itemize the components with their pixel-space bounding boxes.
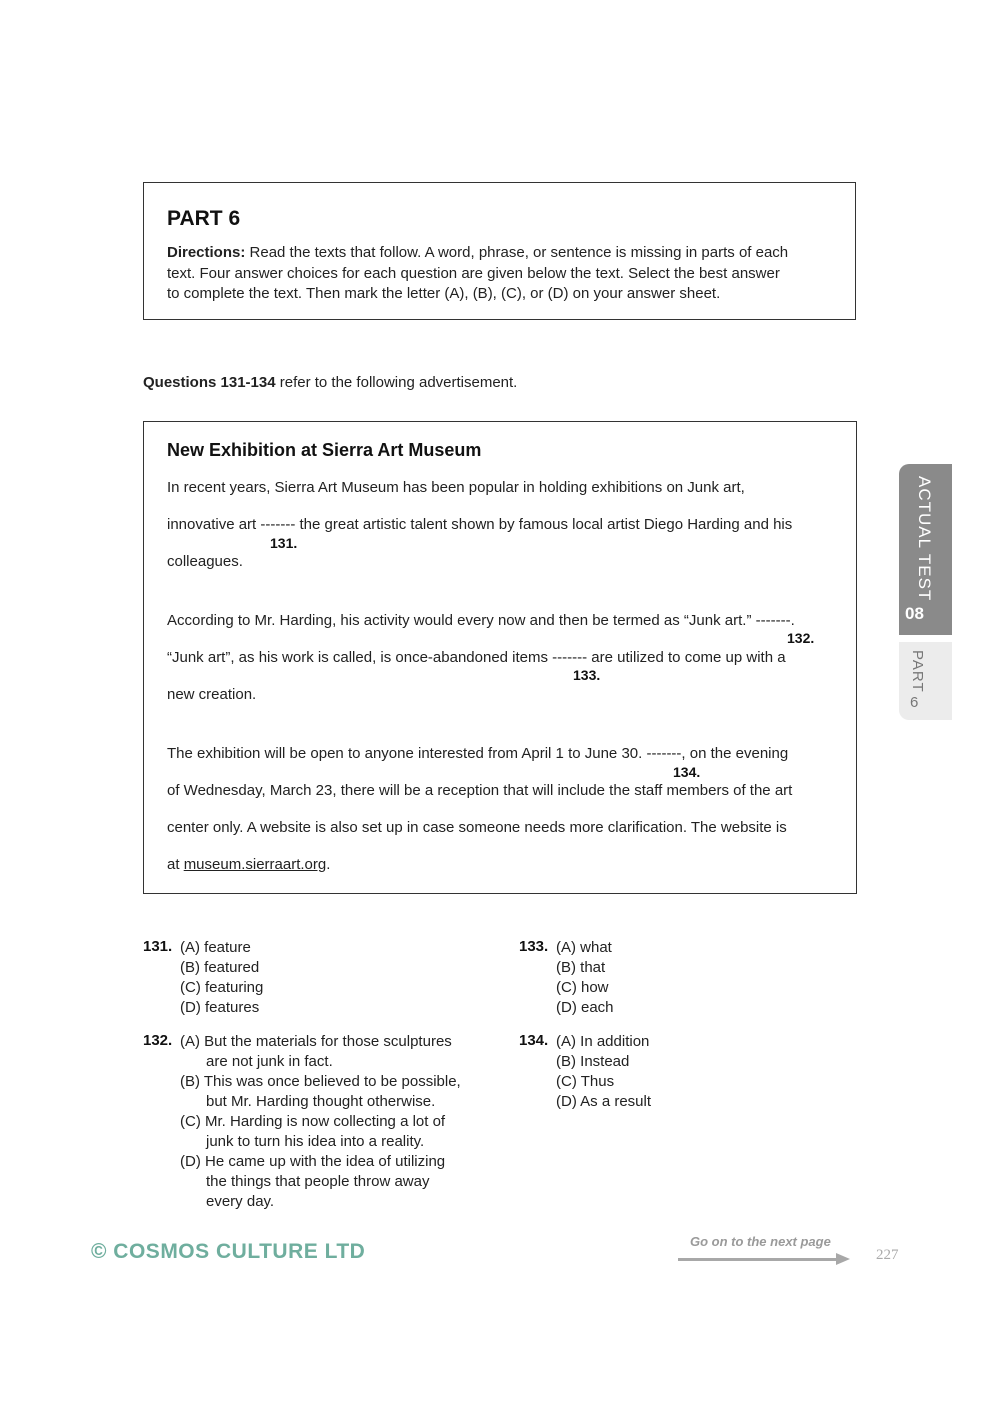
question-134-options — [556, 1032, 651, 1112]
answer-option-line: (B) This was once believed to be possible, — [180, 1073, 461, 1090]
blank-label-132: 132. — [787, 630, 815, 646]
answer-option-line: (C) Mr. Harding is now collecting a lot of — [180, 1113, 446, 1130]
next-page-text: Go on to the next page — [690, 1234, 831, 1249]
answer-option-line: every day. — [206, 1193, 275, 1210]
directions-line: text. Four answer choices for each question are given below the text. Select the best answer — [167, 264, 780, 282]
answer-option-line: but Mr. Harding thought otherwise. — [206, 1093, 436, 1110]
directions-line: to complete the text. Then mark the letter (A), (B), (C), or (D) on your answer sheet. — [167, 285, 721, 302]
question-number-132: 132. — [143, 1032, 173, 1049]
blank-label-131: 131. — [270, 535, 298, 551]
answer-option[interactable]: (C) featuring — [180, 979, 264, 996]
answer-option[interactable] — [180, 1032, 490, 1072]
question-132-options — [180, 1032, 490, 1212]
answer-option[interactable]: (D) features — [180, 999, 260, 1016]
passage-line: In recent years, Sierra Art Museum has been popular in holding exhibitions on Junk art, — [167, 479, 745, 496]
question-131-options — [180, 938, 263, 1018]
answer-option[interactable]: (B) featured — [180, 959, 260, 976]
passage-line: new creation. — [167, 686, 257, 703]
answer-option[interactable]: (A) In addition — [556, 1033, 650, 1050]
passage-line: “Junk art”, as his work is called, is once-abandoned items ------- are utilized to come up with a — [167, 649, 786, 666]
answer-option[interactable]: (B) Instead — [556, 1053, 630, 1070]
answer-option[interactable]: (C) Thus — [556, 1073, 615, 1090]
answer-option[interactable]: (D) As a result — [556, 1093, 652, 1110]
questions-intro — [143, 374, 517, 391]
website-link[interactable]: museum.sierraart.org — [183, 856, 327, 873]
passage-line: According to Mr. Harding, his activity would every now and then be termed as “Junk art.” -------. — [167, 612, 795, 629]
passage-line: center only. A website is also set up in case someone needs more clarification. The website is — [167, 819, 787, 836]
answer-option[interactable] — [180, 1072, 490, 1112]
answer-option[interactable] — [180, 1152, 490, 1212]
passage-line: colleagues. — [167, 553, 243, 570]
answer-option-line: (A) But the materials for those sculptures — [180, 1033, 452, 1050]
arrow-right-icon — [678, 1258, 838, 1261]
tab-part-label: PART — [909, 650, 926, 693]
passage-line — [167, 856, 330, 873]
passage-title: New Exhibition at Sierra Art Museum — [167, 440, 482, 460]
answer-option-line: (D) He came up with the idea of utilizing — [180, 1153, 446, 1170]
question-number-133: 133. — [519, 938, 549, 955]
passage-text: at — [167, 856, 184, 873]
question-number-134: 134. — [519, 1032, 549, 1049]
answer-option[interactable]: (A) feature — [180, 939, 251, 956]
blank-label-134: 134. — [673, 764, 701, 780]
copyright-watermark: © COSMOS CULTURE LTD — [91, 1240, 366, 1263]
answer-option[interactable]: (B) that — [556, 959, 606, 976]
question-number-131: 131. — [143, 938, 173, 955]
directions-text — [167, 243, 833, 305]
answer-option[interactable] — [180, 1112, 490, 1152]
tab-part-number: 6 — [910, 694, 919, 711]
answer-option-line: the things that people throw away — [206, 1173, 430, 1190]
tab-actual-test-label: ACTUAL TEST — [915, 476, 934, 602]
answer-option-line: are not junk in fact. — [206, 1053, 333, 1070]
questions-range: Questions 131-134 — [143, 374, 276, 391]
part-title: PART 6 — [167, 207, 241, 230]
passage-text: . — [326, 856, 331, 873]
directions-line: Read the texts that follow. A word, phrase, or sentence is missing in parts of each — [245, 244, 789, 261]
answer-option[interactable]: (C) how — [556, 979, 609, 996]
passage-line: The exhibition will be open to anyone interested from April 1 to June 30. -------, on the evening — [167, 745, 789, 762]
tab-actual-test-number: 08 — [905, 604, 924, 623]
directions-label: Directions: — [167, 244, 246, 261]
question-133-options — [556, 938, 614, 1018]
answer-option[interactable]: (A) what — [556, 939, 612, 956]
questions-intro-rest: refer to the following advertisement. — [275, 374, 518, 391]
passage-line: innovative art ------- the great artistic talent shown by famous local artist Diego Harding and his — [167, 516, 793, 533]
answer-option[interactable]: (D) each — [556, 999, 614, 1016]
answer-option-line: junk to turn his idea into a reality. — [206, 1133, 425, 1150]
blank-label-133: 133. — [573, 667, 601, 683]
arrow-head-icon — [836, 1253, 850, 1265]
passage-line: of Wednesday, March 23, there will be a reception that will include the staff members of the art — [167, 782, 793, 799]
page-number: 227 — [876, 1247, 899, 1263]
